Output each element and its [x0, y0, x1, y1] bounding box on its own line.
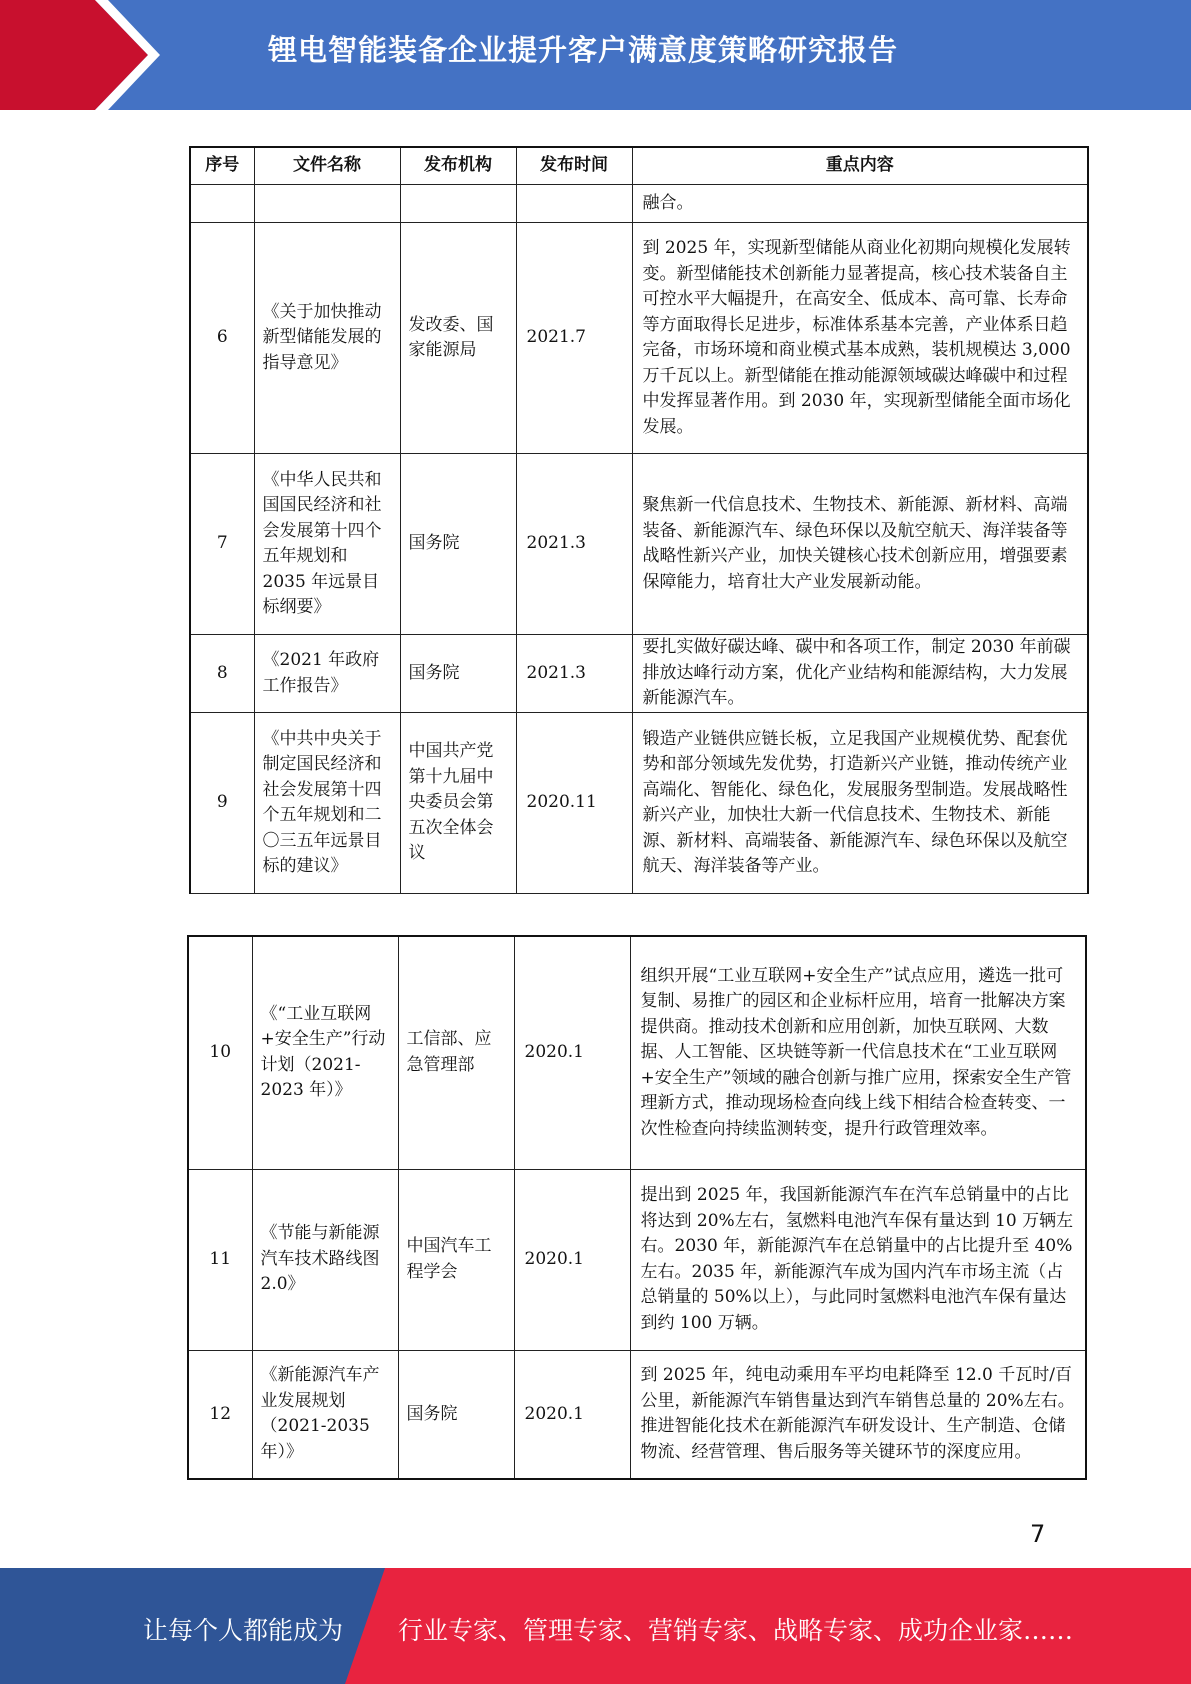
row-content: 提出到 2025 年，我国新能源汽车在汽车总销量中的占比将达到 20%左右，氢燃料电池汽车保有量达到 10 万辆左右。2030 年，新能源汽车在总销量中的占比提升至 40%左右。2035 年，新能源汽车成为国内汽车市场主流（占总销量的 50%以上），与此同时氢燃料电池汽车保有量达到约 100 万辆。	[630, 1169, 1086, 1350]
row-no: 9	[190, 713, 254, 894]
row-date: 2021.3	[516, 635, 632, 713]
table-row	[188, 936, 1086, 1169]
row-date	[516, 185, 632, 223]
row-no	[190, 185, 254, 223]
row-date: 2021.3	[516, 454, 632, 635]
row-no: 10	[188, 936, 252, 1169]
row-name: 《新能源汽车产业发展规划（2021-2035 年）》	[252, 1350, 398, 1479]
header-no: 序号	[190, 147, 254, 185]
row-no: 11	[188, 1169, 252, 1350]
row-no: 7	[190, 454, 254, 635]
table-row	[190, 454, 1088, 635]
row-no: 8	[190, 635, 254, 713]
table-row	[190, 185, 1088, 223]
row-org: 国务院	[398, 1350, 514, 1479]
row-date: 2020.1	[514, 936, 630, 1169]
row-no: 6	[190, 223, 254, 454]
row-name: 《中共中央关于制定国民经济和社会发展第十四个五年规划和二〇三五年远景目标的建议》	[254, 713, 400, 894]
table-row	[188, 1169, 1086, 1350]
table-row	[190, 223, 1088, 454]
page-footer	[0, 1568, 1191, 1684]
footer-slogan-right: 行业专家、管理专家、营销专家、战略专家、成功企业家……	[398, 1616, 1074, 1645]
row-org: 中国汽车工程学会	[398, 1169, 514, 1350]
row-date: 2021.7	[516, 223, 632, 454]
row-org: 国务院	[400, 635, 516, 713]
row-content: 聚焦新一代信息技术、生物技术、新能源、新材料、高端装备、新能源汽车、绿色环保以及航空航天、海洋装备等战略性新兴产业，加快关键核心技术创新应用，增强要素保障能力，培育壮大产业发展新动能。	[632, 454, 1088, 635]
row-date: 2020.1	[514, 1350, 630, 1479]
policy-table-part-2	[187, 935, 1087, 1480]
row-org: 中国共产党第十九届中央委员会第五次全体会议	[400, 713, 516, 894]
row-org: 发改委、国家能源局	[400, 223, 516, 454]
table-row	[188, 1350, 1086, 1479]
row-date: 2020.1	[514, 1169, 630, 1350]
row-name: 《中华人民共和国国民经济和社会发展第十四个五年规划和 2035 年远景目标纲要》	[254, 454, 400, 635]
header-date: 发布时间	[516, 147, 632, 185]
policy-table-part-1	[189, 146, 1089, 894]
table-row	[190, 713, 1088, 894]
table-header-row	[190, 147, 1088, 185]
row-no: 12	[188, 1350, 252, 1479]
row-date: 2020.11	[516, 713, 632, 894]
row-content: 组织开展“工业互联网+安全生产”试点应用，遴选一批可复制、易推广的园区和企业标杆应用，培育一批解决方案提供商。推动技术创新和应用创新，加快互联网、大数据、人工智能、区块链等新一代信息技术在“工业互联网+安全生产”领域的融合创新与推广应用，探索安全生产管理新方式，推动现场检查向线上线下相结合检查转变、一次性检查向持续监测转变，提升行政管理效率。	[630, 936, 1086, 1169]
footer-slogan-left: 让每个人都能成为	[143, 1616, 344, 1645]
row-content: 到 2025 年，实现新型储能从商业化初期向规模化发展转变。新型储能技术创新能力显著提高，核心技术装备自主可控水平大幅提升，在高安全、低成本、高可靠、长寿命等方面取得长足进步，标准体系基本完善，产业体系日趋完备，市场环境和商业模式基本成熟，装机规模达 3,000 万千瓦以上。新型储能在推动能源领域碳达峰碳中和过程中发挥显著作用。到 2030 年，实现新型储能全面市场化发展。	[632, 223, 1088, 454]
header-org: 发布机构	[400, 147, 516, 185]
page-header	[0, 0, 1191, 110]
header-name: 文件名称	[254, 147, 400, 185]
row-name: 《“工业互联网+安全生产”行动计划（2021-2023 年）》	[252, 936, 398, 1169]
row-content: 到 2025 年，纯电动乘用车平均电耗降至 12.0 千瓦时/百公里，新能源汽车销售量达到汽车销售总量的 20%左右。推进智能化技术在新能源汽车研发设计、生产制造、仓储物流、经营管理、售后服务等关键环节的深度应用。	[630, 1350, 1086, 1479]
row-content: 融合。	[632, 185, 1088, 223]
page-number: 7	[1030, 1520, 1046, 1548]
row-content: 锻造产业链供应链长板，立足我国产业规模优势、配套优势和部分领域先发优势，打造新兴产业链，推动传统产业高端化、智能化、绿色化，发展服务型制造。发展战略性新兴产业，加快壮大新一代信息技术、生物技术、新能源、新材料、高端装备、新能源汽车、绿色环保以及航空航天、海洋装备等产业。	[632, 713, 1088, 894]
table-row	[190, 635, 1088, 713]
row-content: 要扎实做好碳达峰、碳中和各项工作，制定 2030 年前碳排放达峰行动方案，优化产业结构和能源结构，大力发展新能源汽车。	[632, 635, 1088, 713]
report-title: 锂电智能装备企业提升客户满意度策略研究报告	[268, 33, 899, 67]
header-content: 重点内容	[632, 147, 1088, 185]
row-name	[254, 185, 400, 223]
row-org: 国务院	[400, 454, 516, 635]
row-org: 工信部、应急管理部	[398, 936, 514, 1169]
row-name: 《2021 年政府工作报告》	[254, 635, 400, 713]
row-name: 《关于加快推动新型储能发展的指导意见》	[254, 223, 400, 454]
row-name: 《节能与新能源汽车技术路线图 2.0》	[252, 1169, 398, 1350]
row-org	[400, 185, 516, 223]
